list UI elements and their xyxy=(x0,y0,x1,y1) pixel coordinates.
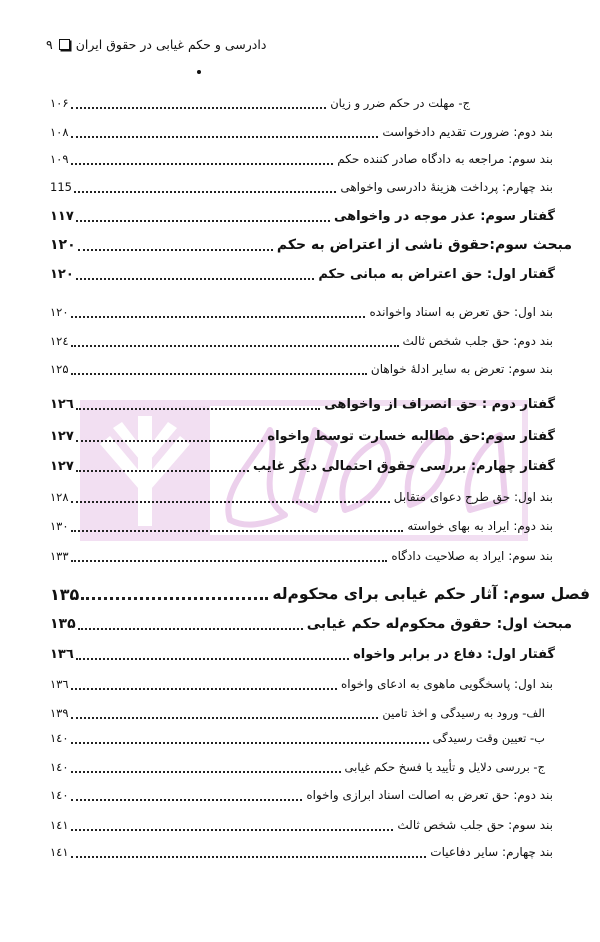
toc-entry xyxy=(50,146,553,172)
toc-entry xyxy=(50,543,553,569)
dot-leader xyxy=(71,687,337,690)
toc-entry xyxy=(50,581,590,607)
toc-entry-title: بند دوم: حق تعرض به اصالت اسناد ابرازی واخواه xyxy=(306,788,553,802)
toc-entry xyxy=(50,90,470,116)
toc-entry-page: ۱۲٤ xyxy=(50,334,69,348)
toc-entry xyxy=(50,839,553,865)
toc-entry-title: گفتار سوم: عذر موجه در واخواهی xyxy=(333,208,555,224)
toc-entry-page: ۱۲۰ xyxy=(50,305,69,319)
toc-entry-page: ۱۲۸ xyxy=(50,490,69,504)
toc-entry xyxy=(50,513,553,539)
toc-entry-page: ۱۲٦ xyxy=(50,396,74,412)
toc-entry-title: بند اول: پاسخگویی ماهوی به ادعای واخواه xyxy=(340,677,553,691)
running-title: دادرسی و حکم غیابی در حقوق ایران xyxy=(75,36,267,52)
dot-leader xyxy=(81,596,268,600)
dot-leader xyxy=(78,627,303,630)
running-header xyxy=(46,34,266,54)
toc-entry xyxy=(50,754,545,780)
toc-entry-page: ۱۱۷ xyxy=(50,208,74,224)
dot-leader xyxy=(71,828,394,831)
square-box-icon xyxy=(59,39,70,50)
toc-entry xyxy=(50,484,553,510)
toc-entry xyxy=(50,700,545,726)
toc-entry-page: ۱۰۶ xyxy=(50,96,69,110)
dot-leader xyxy=(71,500,390,503)
toc-entry-title: بند سوم: ایراد به صلاحیت دادگاه xyxy=(391,549,553,563)
toc-entry-page: ۱۲۰ xyxy=(50,266,74,282)
toc-entry-title: گفتار چهارم: بررسی حقوق احتمالی دیگر غایب xyxy=(252,458,555,474)
toc-entry xyxy=(50,611,572,637)
dot-leader xyxy=(71,741,429,744)
toc-entry-page: ۱۲۵ xyxy=(50,362,69,376)
toc-entry xyxy=(50,328,553,354)
toc-entry-title: بند دوم: ایراد به بهای خواسته xyxy=(407,519,553,533)
toc-entry-page: ۱۰۹ xyxy=(50,152,69,166)
dot-leader xyxy=(71,798,303,801)
toc-entry-title: گفتار دوم : حق انصراف از واخواهی xyxy=(324,396,555,412)
toc-entry-title: الف- ورود به رسیدگی و اخذ تامین xyxy=(382,706,545,720)
toc-entry xyxy=(50,671,553,697)
dot-leader xyxy=(71,855,427,858)
dot-leader xyxy=(71,716,379,719)
toc-entry-title: مبحث اول: حقوق محکوم‌له حکم غیابی xyxy=(306,616,572,632)
toc-entry-title: گفتار اول: حق اعتراض به مبانی حکم xyxy=(318,266,555,282)
toc-entry-page: ۱۰۸ xyxy=(50,125,69,139)
toc-entry xyxy=(50,391,555,417)
toc-entry-title: گفتار سوم:حق مطالبه خسارت توسط واخواه xyxy=(267,428,555,444)
toc-entry-title: بند اول: حق تعرض به اسناد واخوانده xyxy=(369,305,553,319)
toc-entry-page: ۱٤۰ xyxy=(50,731,69,745)
dot-leader xyxy=(78,248,273,251)
toc-entry xyxy=(50,423,555,449)
dot-leader xyxy=(71,344,399,347)
toc-entry-title: بند سوم: حق جلب شخص ثالث xyxy=(397,818,553,832)
dot-leader xyxy=(71,372,367,375)
toc-entry-title: ج- بررسی دلایل و تأیید یا فسخ حکم غیابی xyxy=(344,760,545,774)
toc-entry-title: فصل سوم: آثار حکم غیابی برای محکوم‌له xyxy=(272,585,590,603)
dot-leader xyxy=(74,190,336,193)
toc-entry xyxy=(50,261,555,287)
toc-entry-page: ۱۳۹ xyxy=(50,706,69,720)
toc-entry-page: ۱۲۷ xyxy=(50,458,74,474)
toc-entry xyxy=(50,174,553,200)
toc-entry xyxy=(50,119,553,145)
toc-entry-title: ب- تعیین وقت رسیدگی xyxy=(432,731,545,745)
toc-entry-title: بند سوم: مراجعه به دادگاه صادر کننده حکم xyxy=(337,152,553,166)
toc-entry-page: 115 xyxy=(50,180,72,194)
dot-leader xyxy=(71,315,366,318)
dot-leader xyxy=(76,657,349,660)
toc-entry-title: بند چهارم: سایر دفاعیات xyxy=(430,845,553,859)
toc-entry-title: بند سوم: تعرض به سایر ادلهٔ خواهان xyxy=(370,362,553,376)
toc-entry-title: بند دوم: ضرورت تقدیم دادخواست xyxy=(382,125,553,139)
toc-entry-page: ۱۳٦ xyxy=(50,646,74,662)
dot-leader xyxy=(71,162,334,165)
toc-entry xyxy=(50,232,572,258)
toc-entry xyxy=(50,725,545,751)
dot-leader xyxy=(71,106,327,109)
dot-leader xyxy=(76,469,249,472)
toc-entry xyxy=(50,453,555,479)
toc-entry-page: ۱٤۰ xyxy=(50,760,69,774)
toc-entry-title: ج- مهلت در حکم ضرر و زیان xyxy=(330,96,470,110)
dot-leader xyxy=(71,559,388,562)
toc-entry-page: ۱۳٦ xyxy=(50,677,69,691)
bullet-dot xyxy=(197,70,201,74)
toc-entry-page: ۱٤۱ xyxy=(50,818,69,832)
dot-leader xyxy=(71,770,341,773)
dot-leader xyxy=(76,219,330,222)
toc-entry-title: مبحث سوم:حقوق ناشی از اعتراض به حکم xyxy=(276,237,572,253)
toc-entry xyxy=(50,812,553,838)
toc-entry xyxy=(50,782,553,808)
toc-entry-page: ۱۳۳ xyxy=(50,549,69,563)
dot-leader xyxy=(71,529,404,532)
dot-leader xyxy=(76,277,315,280)
toc-entry-title: بند اول: حق طرح دعوای متقابل xyxy=(393,490,553,504)
toc-entry-page: ۱۳۰ xyxy=(50,519,69,533)
toc-entry xyxy=(50,356,553,382)
toc-entry xyxy=(50,641,555,667)
dot-leader xyxy=(76,439,264,442)
page-number: ۹ xyxy=(46,36,53,52)
dot-leader xyxy=(76,407,320,410)
toc-entry-title: بند دوم: حق جلب شخص ثالث xyxy=(402,334,553,348)
toc-entry-page: ۱۲۷ xyxy=(50,428,74,444)
toc-entry-title: گفتار اول: دفاع در برابر واخواه xyxy=(353,646,555,662)
dot-leader xyxy=(71,135,379,138)
toc-entry-page: ۱٤۰ xyxy=(50,788,69,802)
toc-entry xyxy=(50,203,555,229)
toc-entry xyxy=(50,299,553,325)
toc-entry-page: ۱۲۰ xyxy=(50,237,76,253)
toc-entry-page: ۱۳۵ xyxy=(50,616,76,632)
toc-entry-page: ۱۳۵ xyxy=(50,584,80,604)
toc-entry-title: بند چهارم: پرداخت هزینهٔ دادرسی واخواهی xyxy=(340,180,553,194)
toc-entry-page: ۱٤۱ xyxy=(50,845,69,859)
